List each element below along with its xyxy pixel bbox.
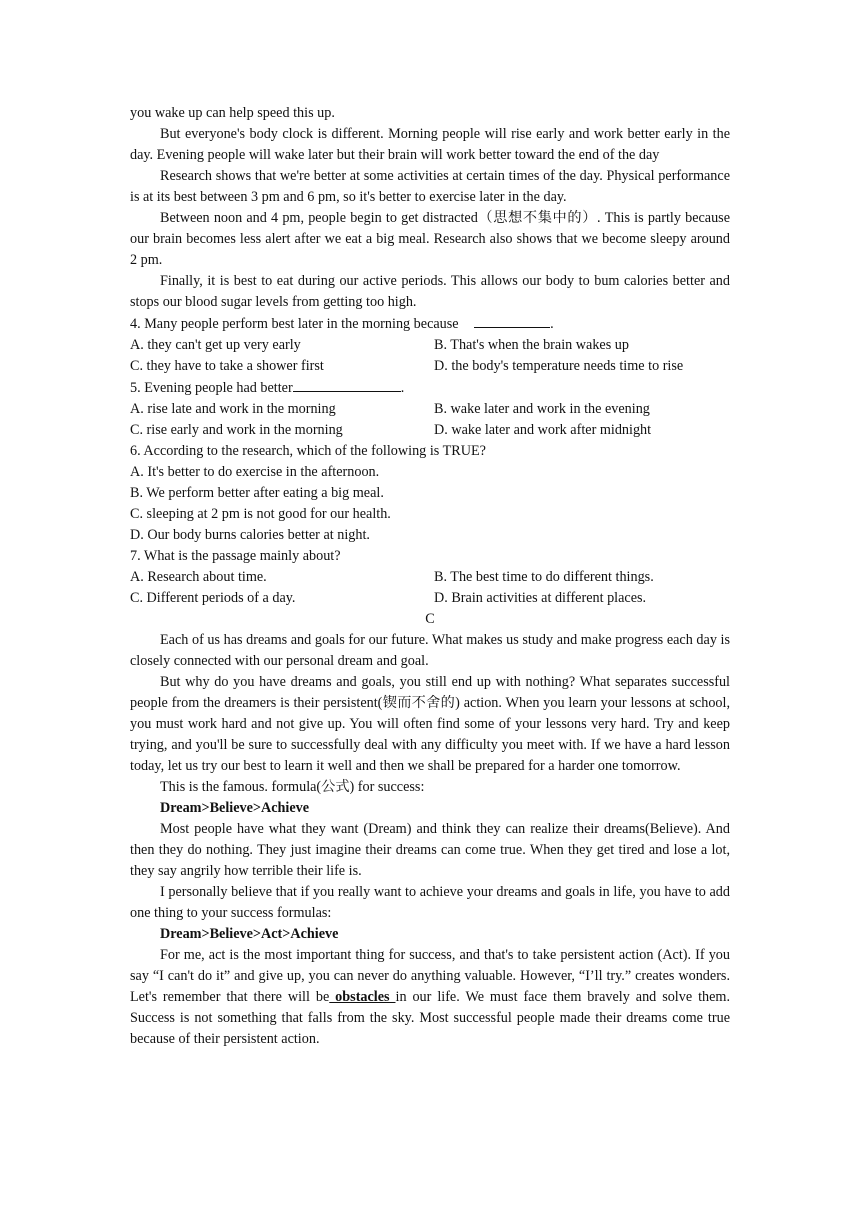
question-7-options-row (130, 567, 730, 588)
option: B. That's when the brain wakes up (434, 337, 629, 353)
passage-b-paragraph: you wake up can help speed this up. (130, 105, 335, 121)
option: D. Our body burns calories better at night. (130, 527, 370, 543)
question-7-options-row (130, 588, 730, 609)
question-4-options-row (130, 335, 730, 356)
option: A. they can't get up very early (130, 337, 301, 353)
question-4-stem: 4. Many people perform best later in the morning because . (130, 313, 730, 335)
passage-b-paragraph: Research shows that we're better at some activities at certain times of the day. Physical performance is at its best between 3 pm and 6 pm, so it's better to exercise later in the day. (130, 168, 730, 205)
formula: Dream>Believe>Act>Achieve (160, 926, 339, 942)
question-6-stem: 6. According to the research, which of the following is TRUE? (130, 443, 486, 459)
underlined-word: obstacles (329, 989, 396, 1005)
passage-b-paragraph: Finally, it is best to eat during our active periods. This allows our body to bum calories better and stops our blood sugar levels from getting too high. (130, 273, 730, 310)
question-5-stem: 5. Evening people had better . (130, 377, 730, 399)
option: D. wake later and work after midnight (434, 422, 652, 438)
option: A. It's better to do exercise in the afternoon. (130, 464, 380, 480)
option: D. the body's temperature needs time to rise (434, 358, 684, 374)
option: B. We perform better after eating a big meal. (130, 485, 384, 501)
answer-blank (474, 313, 550, 328)
question-4-options-row (130, 356, 730, 377)
answer-blank (293, 377, 401, 392)
passage-c-paragraph: But why do you have dreams and goals, you still end up with nothing? What separates successful people from the dreamers is their persistent(锲而不舍的) action. When you learn your lessons at school, you must work hard and not give up. You will often find some of your lessons very hard. Try and keep trying, and you'll be sure to successfully deal with any difficulty you meet with. If we have a hard lesson today, let us try our best to learn it well and then we shall be prepared for a harder one tomorrow. (130, 674, 730, 774)
passage-c-paragraph: This is the famous. formula(公式) for success: (160, 779, 425, 795)
passage-c-paragraph: Most people have what they want (Dream) and think they can realize their dreams(Believe). And then they do nothing. They just imagine their dreams can come true. When they get tired and lose a lot, they say angrily how terrible their life is. (130, 821, 730, 879)
passage-c-paragraph: For me, act is the most important thing for success, and that's to take persistent action (Act). If you say “I can't do it” and give up, you can never do anything valuable. However, “I’ll try.” creates wonders. Let's remember that there will be obstacles in our life. We must face them bravely and solve them. Success is not something that falls from the sky. Most successful people made their dreams come true because of their persistent action. (130, 947, 730, 1047)
question-4-text: 4. Many people perform best later in the morning because (130, 316, 459, 332)
option: A. rise late and work in the morning (130, 401, 336, 417)
passage-c-paragraph: Each of us has dreams and goals for our future. What makes us study and make progress each day is closely connected with our personal dream and goal. (130, 632, 730, 669)
question-7-stem: 7. What is the passage mainly about? (130, 548, 341, 564)
question-5-text: 5. Evening people had better (130, 380, 293, 396)
option: B. wake later and work in the evening (434, 401, 650, 417)
option: C. they have to take a shower first (130, 358, 324, 374)
passage-c-paragraph: I personally believe that if you really want to achieve your dreams and goals in life, you have to add one thing to your success formulas: (130, 884, 730, 921)
formula: Dream>Believe>Achieve (160, 800, 310, 816)
section-heading: C (425, 611, 435, 627)
question-5-options-row (130, 420, 730, 441)
passage-b-paragraph: But everyone's body clock is different. Morning people will rise early and work better early in the day. Evening people will wake later but their brain will work better toward the end of the day (130, 126, 730, 163)
option: C. sleeping at 2 pm is not good for our health. (130, 506, 391, 522)
option: C. Different periods of a day. (130, 590, 296, 606)
option: A. Research about time. (130, 569, 267, 585)
option: C. rise early and work in the morning (130, 422, 343, 438)
option: D. Brain activities at different places. (434, 590, 647, 606)
exam-page (130, 103, 730, 1050)
passage-b-paragraph: Between noon and 4 pm, people begin to get distracted（思想不集中的）. This is partly because our brain becomes less alert after we eat a big meal. Research also shows that we become sleepy around 2 pm. (130, 210, 730, 268)
question-5-options-row (130, 399, 730, 420)
option: B. The best time to do different things. (434, 569, 654, 585)
